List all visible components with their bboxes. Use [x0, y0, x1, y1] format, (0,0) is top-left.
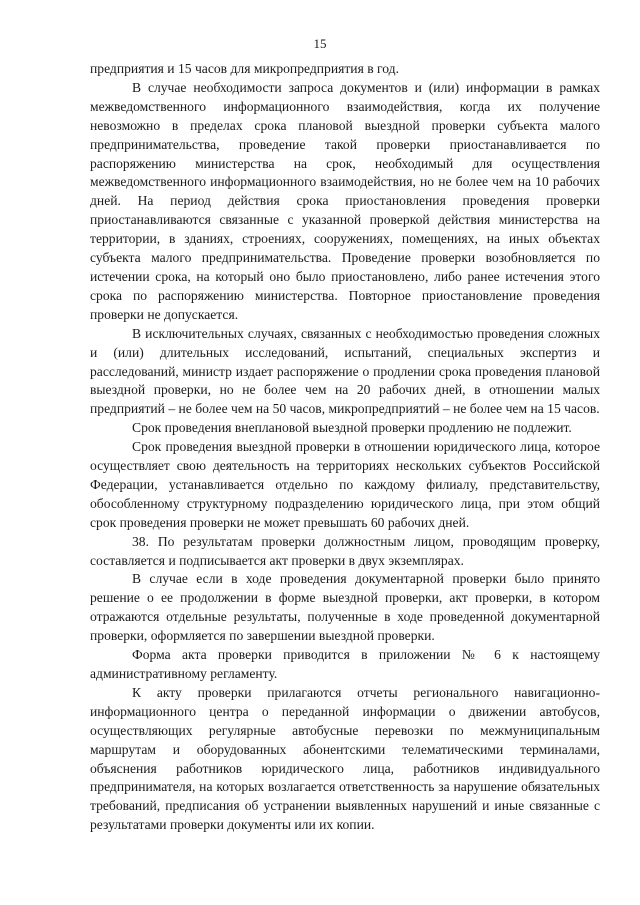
page-number: 15	[313, 36, 327, 51]
paragraph-documentary-check: В случае если в ходе проведения документарной проверки было принято решение о ее продолжении в форме выездной проверки, акт проверки, в котором отражаются отдельные результаты, полученные в ходе проведенной документарной проверки, оформляется по завершении выездной проверки.	[90, 571, 600, 644]
document-body	[90, 60, 600, 835]
paragraph-item-38: 38. По результатам проверки должностным лицом, проводящим проверку, составляется и подписывается акт проверки в двух экземплярах.	[90, 533, 600, 568]
paragraph-multi-region: Срок проведения выездной проверки в отношении юридического лица, которое осуществляет свою деятельность на территориях нескольких субъектов Российской Федерации, устанавливается отдельно по каждому филиалу, представительству, обособленному структурному подразделению юридического лица, при этом общий срок проведения проверки не может превышать 60 рабочих дней.	[90, 439, 600, 530]
paragraph-attachments: К акту проверки прилагаются отчеты регионального навигационно-информационного центра о переданной информации о движении автобусов, осуществляющих регулярные автобусные перевозки по межмуниципальным маршрутам и оборудованных абонентскими телематическими терминалами, объяснения работников юридического лица, работников индивидуального предпринимателя, на которых возлагается ответственность за нарушение обязательных требований, предписания об устранении выявленных нарушений и иные связанные с результатами проверки документы или их копии.	[90, 684, 600, 833]
paragraph-continuation: предприятия и 15 часов для микропредприятия в год.	[90, 61, 399, 76]
paragraph-unscheduled: Срок проведения внеплановой выездной проверки продлению не подлежит.	[132, 420, 572, 436]
paragraph-form-reference: Форма акта проверки приводится в приложении № 6 к настоящему административному регламенту.	[90, 647, 600, 681]
paragraph-suspension: В случае необходимости запроса документов и (или) информации в рамках межведомственного информационного взаимодействия, когда их получение невозможно в пределах срока плановой выездной проверки субъекта малого предпринимательства, проведение такой проверки приостанавливается по распоряжению министерства на срок, необходимый для осуществления межведомственного информационного взаимодействия, но не более чем на 10 рабочих дней. На период действия срока приостановления проведения проверки приостанавливаются связанные с указанной проверкой действия министерства на территории, в зданиях, строениях, сооружениях, помещениях, на иных объектах субъекта малого предпринимательства. Проведение проверки возобновляется по истечении срока, на который оно было приостановлено, либо ранее истечения этого срока по распоряжению министерства. Повторное приостановление проведения проверки не допускается.	[90, 79, 600, 322]
paragraph-extension: В исключительных случаях, связанных с необходимостью проведения сложных и (или) длительных исследований, испытаний, специальных экспертиз и расследований, министр издает распоряжение о продлении срока проведения плановой выездной проверки, но не более чем на 20 рабочих дней, в отношении малых предприятий – не более чем на 50 часов, микропредприятий – не более чем на 15 часов.	[90, 325, 600, 417]
